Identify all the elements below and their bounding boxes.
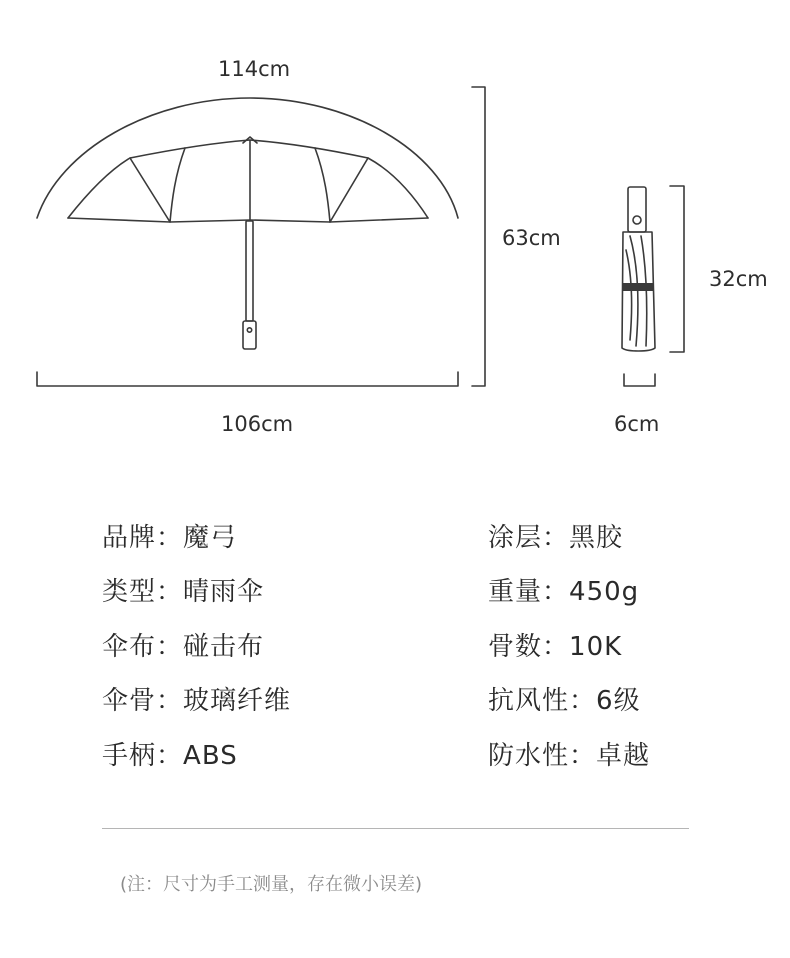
handle bbox=[243, 321, 256, 349]
spec-weight: 重量：450g bbox=[488, 577, 640, 607]
spec-label: 伞布 bbox=[102, 632, 157, 662]
spec-brand: 品牌：魔弓 bbox=[102, 523, 238, 553]
spec-label: 手柄 bbox=[102, 741, 157, 771]
span-bracket bbox=[37, 372, 458, 386]
shaft bbox=[246, 221, 253, 321]
folded-umbrella bbox=[622, 187, 655, 351]
spec-wind-resistance: 抗风性：6级 bbox=[488, 686, 641, 716]
spec-value: 450g bbox=[569, 577, 640, 607]
spec-label: 类型 bbox=[102, 577, 157, 607]
spec-value: 黑胶 bbox=[569, 523, 624, 553]
spec-label: 抗风性 bbox=[488, 686, 570, 716]
open-canopy-width-label: 114cm bbox=[218, 57, 291, 81]
spec-value: ABS bbox=[183, 741, 238, 771]
folded-width-bracket bbox=[624, 374, 655, 386]
spec-label: 伞骨 bbox=[102, 686, 157, 716]
spec-label: 涂层 bbox=[488, 523, 543, 553]
folded-length-label: 32cm bbox=[709, 267, 768, 291]
open-span-label: 106cm bbox=[221, 412, 294, 436]
spec-label: 重量 bbox=[488, 577, 543, 607]
open-height-label: 63cm bbox=[502, 226, 561, 250]
spec-waterproof: 防水性：卓越 bbox=[488, 741, 651, 771]
spec-value: 玻璃纤维 bbox=[183, 686, 292, 716]
spec-type: 类型：晴雨伞 bbox=[102, 577, 265, 607]
folded-length-bracket bbox=[670, 186, 684, 352]
spec-label: 防水性 bbox=[488, 741, 570, 771]
spec-fabric: 伞布：碰击布 bbox=[102, 632, 265, 662]
measurement-note: (注：尺寸为手工测量，存在微小误差) bbox=[120, 874, 423, 895]
spec-value: 晴雨伞 bbox=[183, 577, 265, 607]
spec-label: 骨数 bbox=[488, 632, 543, 662]
spec-value: 10K bbox=[569, 632, 623, 662]
divider bbox=[102, 828, 689, 829]
spec-ribs-material: 伞骨：玻璃纤维 bbox=[102, 686, 292, 716]
canopy-ribs bbox=[68, 140, 428, 218]
folded-width-label: 6cm bbox=[614, 412, 660, 436]
spec-handle: 手柄：ABS bbox=[102, 741, 238, 771]
spec-rib-count: 骨数：10K bbox=[488, 632, 623, 662]
canopy-outer-arc bbox=[37, 98, 458, 218]
spec-value: 6级 bbox=[596, 686, 641, 716]
umbrella-dimension-diagram bbox=[0, 0, 790, 470]
spec-value: 碰击布 bbox=[183, 632, 265, 662]
spec-value: 卓越 bbox=[596, 741, 651, 771]
spec-value: 魔弓 bbox=[183, 523, 238, 553]
height-bracket bbox=[472, 87, 485, 386]
spec-coating: 涂层：黑胶 bbox=[488, 523, 624, 553]
spec-label: 品牌 bbox=[102, 523, 157, 553]
